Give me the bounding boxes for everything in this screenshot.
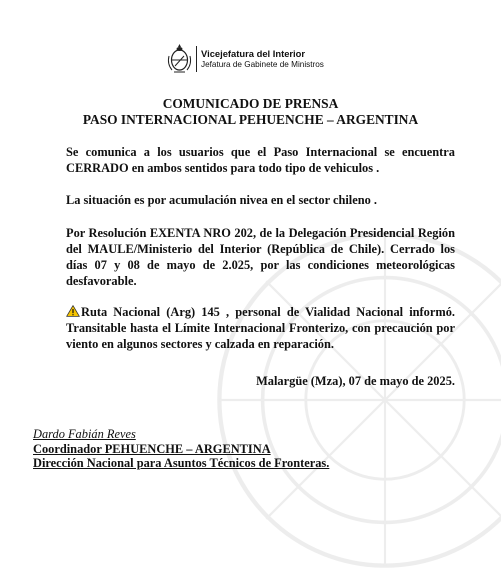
org-subtitle: Jefatura de Gabinete de Ministros — [201, 59, 324, 69]
paragraph-situation: La situación es por acumulación nivea en el sector chileno . — [66, 193, 378, 207]
signer-role: Coordinador PEHUENCHE – ARGENTINA — [33, 441, 271, 456]
paragraph-route-status — [66, 304, 455, 352]
paragraph-resolution: Por Resolución EXENTA NRO 202, de la Delegación Presidencial Región del MAULE/Ministerio del Interior (República de Chile). Cerrado los días 07 y 08 de mayo de 2.025, por las condiciones meteorológicas desfavorable. — [66, 226, 455, 288]
signer-name: Dardo Fabián Reves — [33, 427, 136, 441]
date-line: Malargüe (Mza), 07 de mayo de 2025. — [256, 374, 455, 388]
title-line-1: COMUNICADO DE PRENSA — [162, 96, 339, 111]
document-title — [0, 96, 501, 128]
letterhead-divider — [196, 46, 197, 72]
route-status-text: Ruta Nacional (Arg) 145 , personal de Vialidad Nacional informó. Transitable hasta el Límite Internacional Fronterizo, con precaución por viento en algunos sectores y calzada en reparación. — [66, 305, 455, 351]
warning-icon — [66, 305, 80, 317]
letterhead-text — [201, 48, 324, 70]
org-name: Vicejefatura del Interior — [201, 47, 306, 59]
signature-block — [33, 427, 329, 471]
signer-office: Dirección Nacional para Asuntos Técnicos de Fronteras. — [33, 456, 330, 470]
argentina-coat-of-arms-icon — [166, 42, 193, 75]
title-line-2: PASO INTERNACIONAL PEHUENCHE – ARGENTINA — [82, 112, 419, 127]
paragraph-closure-notice: Se comunica a los usuarios que el Paso Internacional se encuentra CERRADO en ambos sentidos para todo tipo de vehiculos . — [66, 145, 455, 175]
letterhead — [166, 42, 324, 75]
